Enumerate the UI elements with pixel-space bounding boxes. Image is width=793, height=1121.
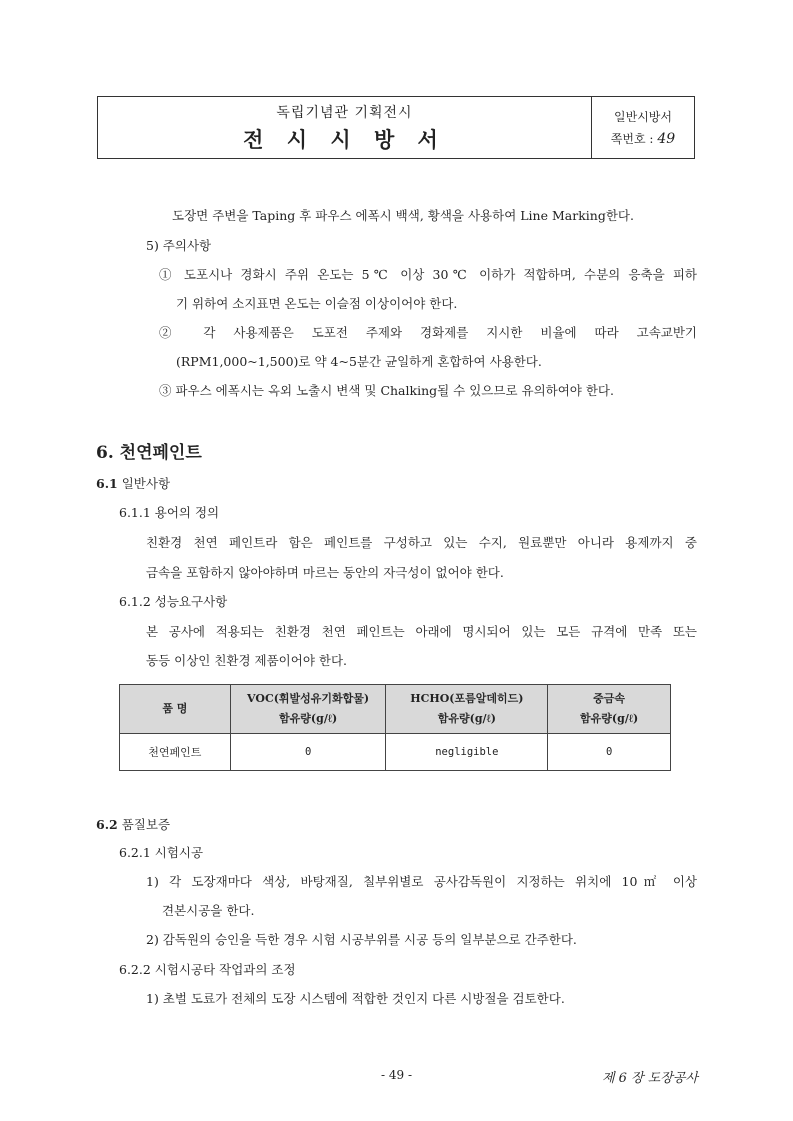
- cell-heavy-metal: 0: [548, 734, 671, 771]
- cell-product-name: 천연페인트: [120, 734, 231, 771]
- doc-type: 일반시방서: [614, 109, 672, 124]
- requirement-line-b: 동등 이상인 친환경 제품이어야 한다.: [146, 653, 347, 668]
- coordination-1: 1) 초벌 도료가 전체의 도장 시스템에 적합한 것인지 다른 시방절을 검토한다.: [146, 991, 565, 1006]
- header-product-name: 품 명: [120, 685, 231, 734]
- header-side: [592, 97, 694, 158]
- definition-line-b: 금속을 포함하지 않아야하며 마르는 동안의 자극성이 없어야 한다.: [146, 565, 504, 580]
- trial-2: 2) 감독원의 승인을 득한 경우 시험 시공부위를 시공 등의 일부분으로 간주한다.: [146, 932, 577, 947]
- header-title: 전 시 시 방 서: [243, 126, 446, 152]
- section-6-2-heading: [96, 815, 170, 833]
- section-6-1-1-heading: 6.1.1 용어의 정의: [119, 505, 220, 520]
- section-6-1-heading: [96, 474, 170, 492]
- header-heavy-metal: 중금속 함유량(g/ℓ): [548, 685, 671, 734]
- note-2-line-a: ② 각 사용제품은 도포전 주제와 경화제를 지시한 비율에 따라 고속교반기: [159, 325, 697, 340]
- section-6-1-title: 일반사항: [121, 476, 171, 491]
- section-6-2-2-heading: 6.2.2 시험시공타 작업과의 조정: [119, 962, 296, 977]
- section-6-1-number: 6.1: [96, 476, 118, 491]
- page-label: 쪽번호 :: [610, 131, 654, 146]
- page-number-field: [611, 128, 675, 150]
- note-1-line-a: ① 도포시나 경화시 주위 온도는 5℃ 이상 30℃ 이하가 적합하며, 수분의 응축을 피하: [159, 267, 697, 282]
- paragraph-line-marking: 도장면 주변을 Taping 후 파우스 에폭시 백색, 황색을 사용하여 Line Marking한다.: [172, 208, 634, 223]
- item-5-heading: 5) 주의사항: [146, 238, 212, 253]
- section-6-2-1-heading: 6.2.1 시험시공: [119, 845, 204, 860]
- header-subtitle: 독립기념관 기획전시: [276, 104, 413, 121]
- cell-voc: 0: [230, 734, 386, 771]
- definition-line-a: 친환경 천연 페인트라 함은 페인트를 구성하고 있는 수지, 원료뿐만 아니라 용제까지 중: [146, 535, 697, 550]
- requirement-line-a: 본 공사에 적용되는 친환경 천연 페인트는 아래에 명시되어 있는 모든 규격에 만족 또는: [146, 624, 697, 639]
- table-header-row: [120, 685, 671, 734]
- paint-spec-table: [119, 684, 671, 771]
- header-hcho: HCHO(포름알데히드) 함유량(g/ℓ): [386, 685, 548, 734]
- section-6-heading: 6. 천연페인트: [96, 443, 202, 463]
- note-2-line-b: (RPM1,000~1,500)로 약 4~5분간 균일하게 혼합하여 사용한다.: [176, 354, 542, 369]
- cell-hcho: negligible: [386, 734, 548, 771]
- section-6-2-title: 품질보증: [121, 817, 171, 832]
- document-header: [97, 96, 695, 159]
- header-voc: VOC(휘발성유기화합물) 함유량(g/ℓ): [230, 685, 386, 734]
- page-number: 49: [657, 130, 676, 147]
- trial-1-line-a: 1) 각 도장재마다 색상, 바탕재질, 칠부위별로 공사감독원이 지정하는 위치에 10㎡ 이상: [146, 874, 697, 889]
- footer-page-number: - 49 -: [380, 1068, 412, 1082]
- note-1-line-b: 기 위하여 소지표면 온도는 이슬점 이상이어야 한다.: [176, 296, 458, 311]
- table-row: [120, 734, 671, 771]
- section-6-2-number: 6.2: [96, 817, 118, 832]
- section-6-1-2-heading: 6.1.2 성능요구사항: [119, 594, 228, 609]
- footer-chapter: 제 6 장 도장공사: [601, 1071, 698, 1086]
- note-3: ③ 파우스 에폭시는 옥외 노출시 변색 및 Chalking될 수 있으므로 유의하여야 한다.: [159, 383, 614, 398]
- header-main: [98, 97, 592, 158]
- trial-1-line-b: 견본시공을 한다.: [162, 903, 255, 918]
